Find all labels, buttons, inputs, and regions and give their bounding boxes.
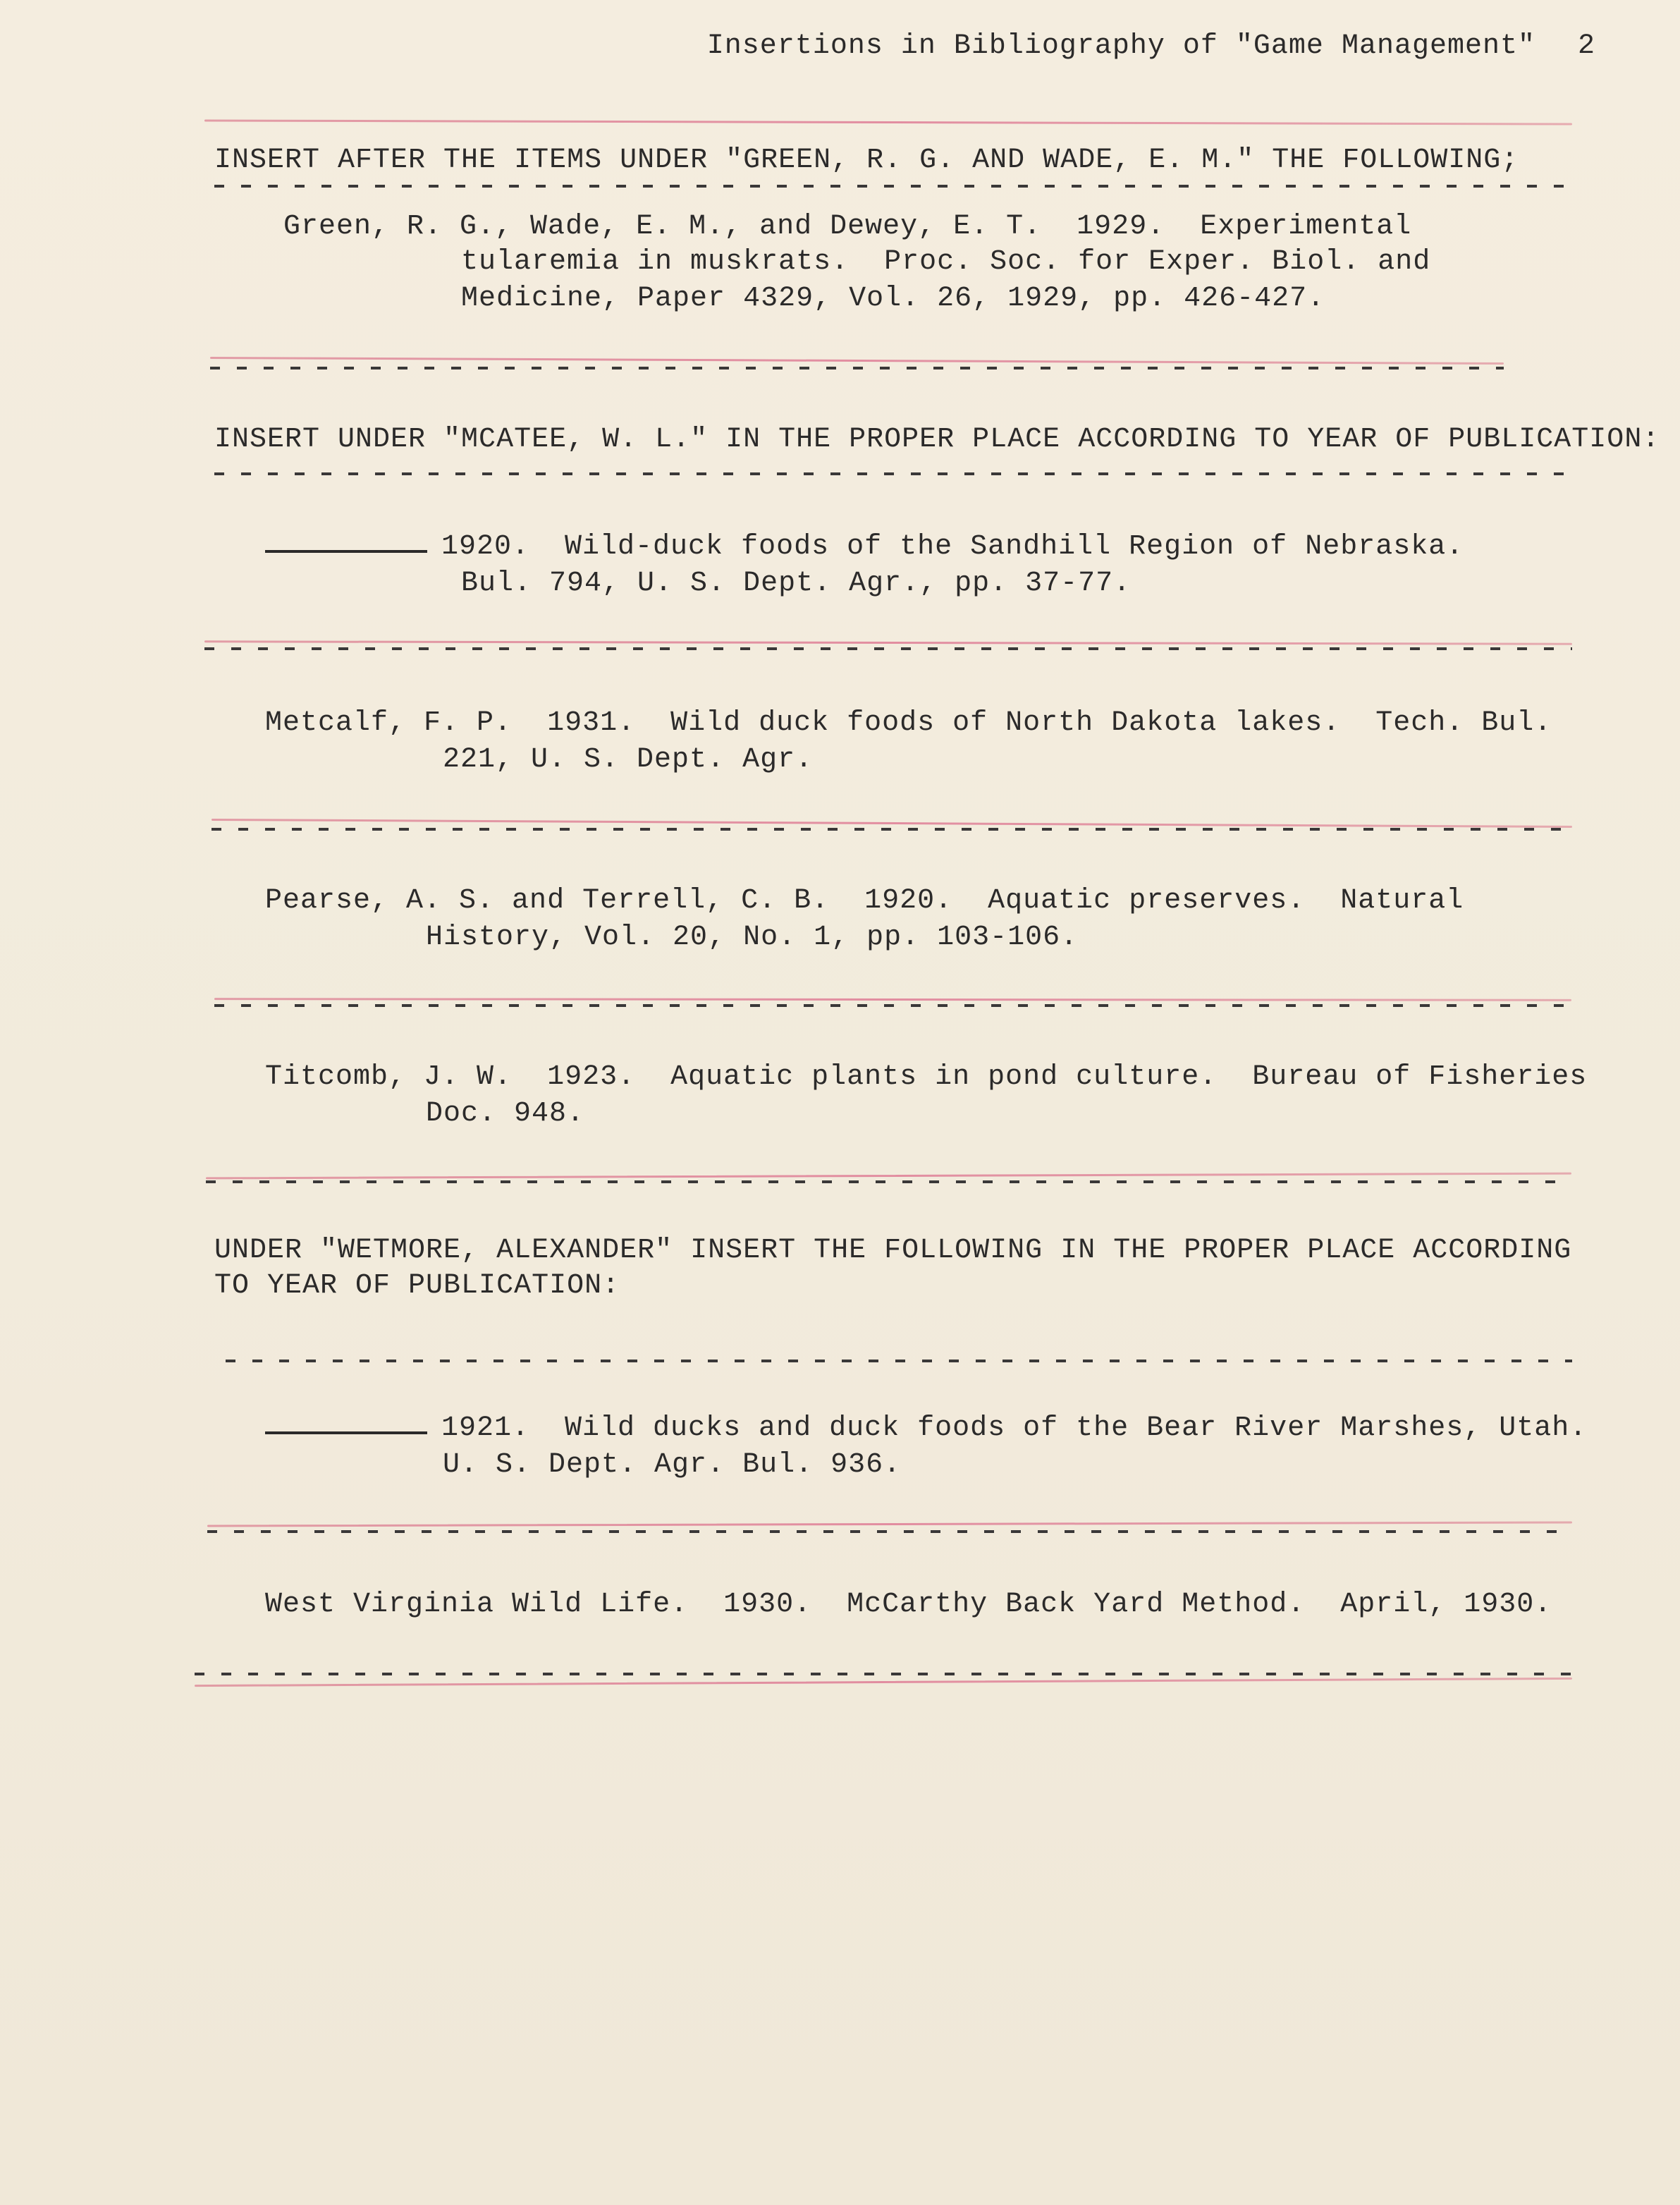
separator-dashed bbox=[211, 821, 1572, 845]
separator-top bbox=[204, 111, 1572, 135]
entry-wetmore-line-2: U. S. Dept. Agr. Bul. 936. bbox=[443, 1449, 902, 1481]
entry-pearse-line-2: History, Vol. 20, No. 1, pp. 103-106. bbox=[426, 922, 1079, 953]
entry-titcomb-line-1: Titcomb, J. W. 1923. Aquatic plants in pond culture. Bureau of Fisheries bbox=[265, 1061, 1588, 1093]
entry-green-line-2: tularemia in muskrats. Proc. Soc. for Exper. Biol. and bbox=[461, 246, 1431, 278]
separator-dashed bbox=[214, 997, 1571, 1021]
entry-mcatee-line-1 bbox=[265, 530, 1464, 564]
author-repeat-rule bbox=[265, 550, 427, 553]
instruction-green: INSERT AFTER THE ITEMS UNDER "GREEN, R. G. AND WADE, E. M." THE FOLLOWING; bbox=[214, 145, 1519, 176]
separator-dashed bbox=[195, 1666, 1572, 1690]
separator-dashed bbox=[214, 465, 1571, 489]
entry-metcalf-line-2: 221, U. S. Dept. Agr. bbox=[443, 744, 814, 776]
separator-dashed bbox=[214, 178, 1571, 202]
entry-titcomb-line-2: Doc. 948. bbox=[426, 1098, 585, 1130]
entry-mcatee-line-2: Bul. 794, U. S. Dept. Agr., pp. 37-77. bbox=[461, 568, 1132, 599]
entry-westvirginia-line-1: West Virginia Wild Life. 1930. McCarthy Back Yard Method. April, 1930. bbox=[265, 1589, 1552, 1620]
instruction-mcatee: INSERT UNDER "MCATEE, W. L." IN THE PROPER PLACE ACCORDING TO YEAR OF PUBLICATION: bbox=[214, 424, 1660, 456]
separator-dashed bbox=[226, 1352, 1572, 1376]
instruction-wetmore-line-1: UNDER "WETMORE, ALEXANDER" INSERT THE FOLLOWING IN THE PROPER PLACE ACCORDING bbox=[214, 1235, 1572, 1266]
page-header bbox=[707, 30, 1595, 63]
entry-mcatee-text: 1920. Wild-duck foods of the Sandhill Region of Nebraska. bbox=[441, 531, 1464, 563]
entry-pearse-line-1: Pearse, A. S. and Terrell, C. B. 1920. Aquatic preserves. Natural bbox=[265, 885, 1464, 917]
header-title: Insertions in Bibliography of "Game Management" bbox=[706, 30, 1535, 62]
entry-wetmore-text: 1921. Wild ducks and duck foods of the Bear River Marshes, Utah. bbox=[441, 1412, 1588, 1444]
author-repeat-rule bbox=[265, 1431, 427, 1434]
entry-metcalf-line-1: Metcalf, F. P. 1931. Wild duck foods of North Dakota lakes. Tech. Bul. bbox=[265, 707, 1552, 739]
entry-wetmore-line-1 bbox=[265, 1412, 1587, 1446]
separator-dashed bbox=[210, 360, 1504, 384]
separator-dashed bbox=[206, 1173, 1571, 1197]
entry-green-line-1: Green, R. G., Wade, E. M., and Dewey, E. T. 1929. Experimental bbox=[283, 211, 1412, 243]
page-number: 2 bbox=[1577, 30, 1595, 62]
separator-dashed bbox=[207, 1523, 1572, 1547]
instruction-wetmore-line-2: TO YEAR OF PUBLICATION: bbox=[214, 1270, 620, 1302]
entry-green-line-3: Medicine, Paper 4329, Vol. 26, 1929, pp. 426-427. bbox=[461, 283, 1325, 314]
separator-dashed bbox=[204, 640, 1572, 664]
